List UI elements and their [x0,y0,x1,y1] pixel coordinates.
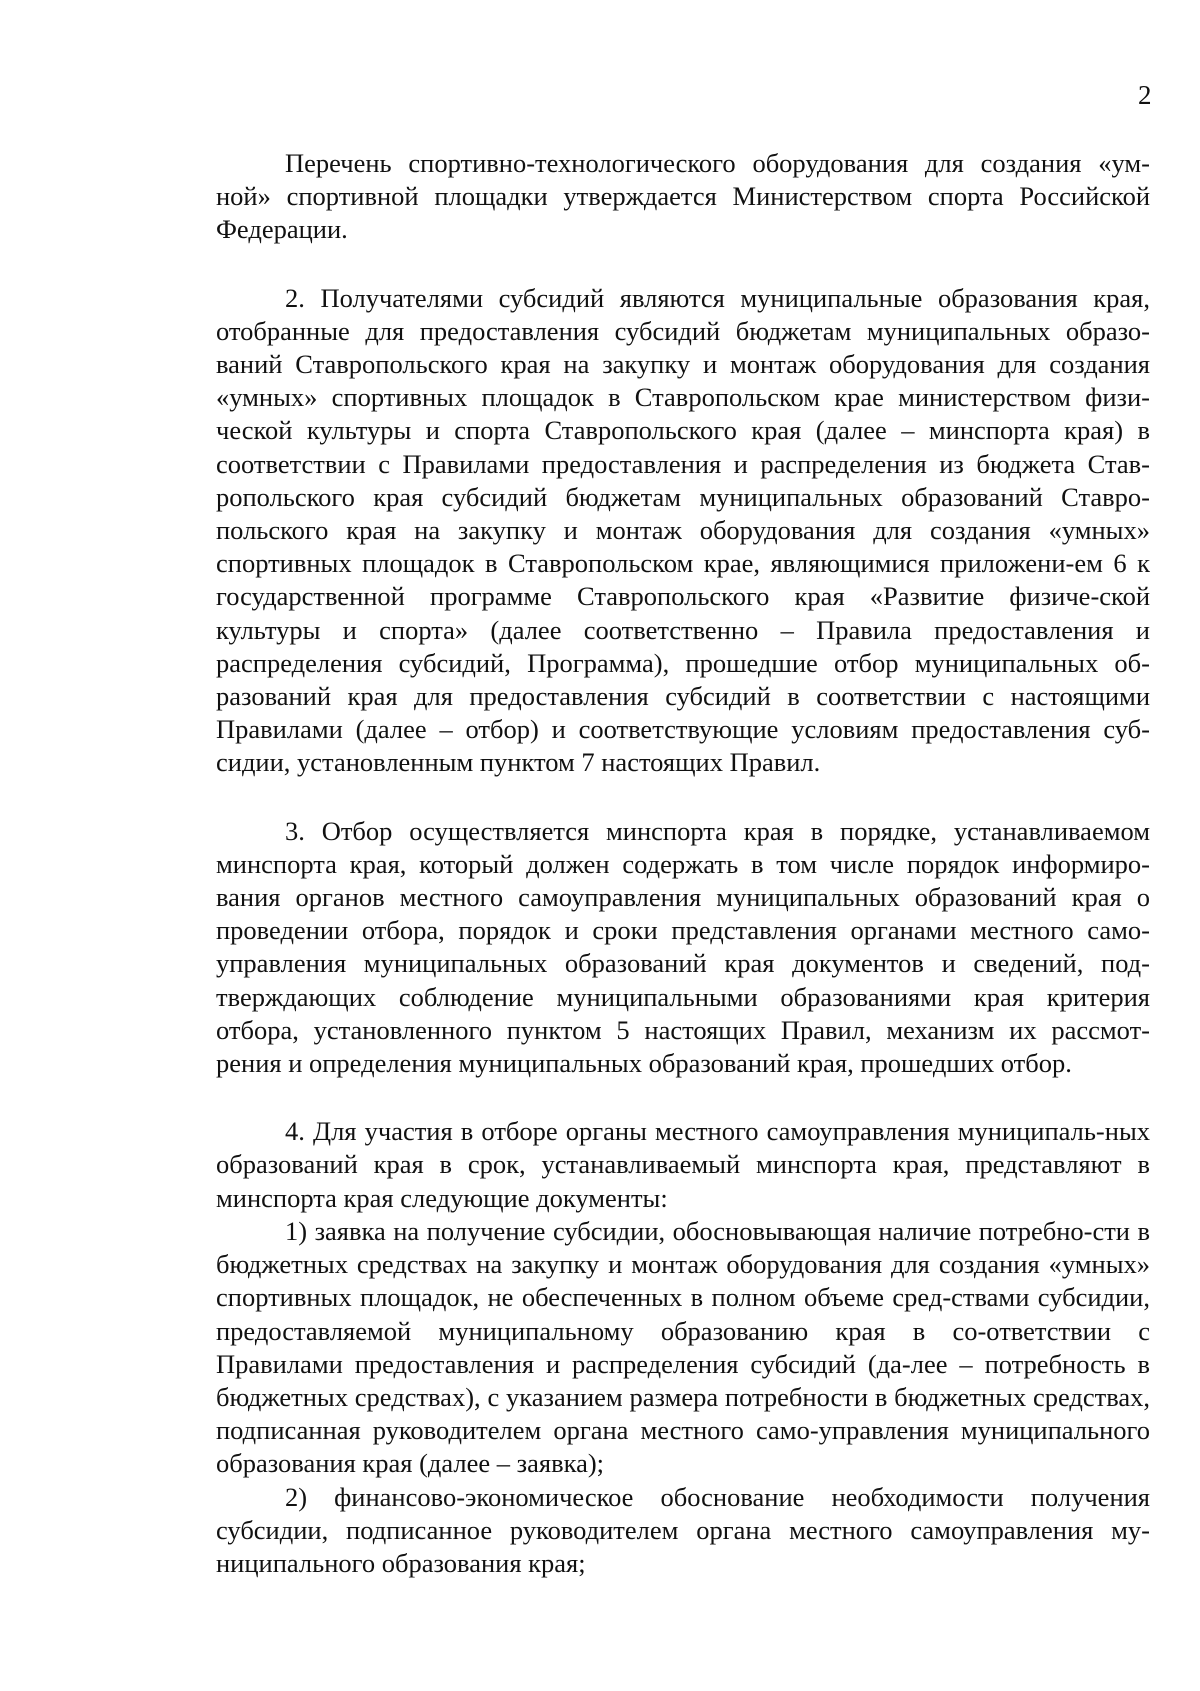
paragraph-item-4-documents: 4. Для участия в отборе органы местного самоуправления муниципаль-ных образований края в срок, устанавливаемый минспорта края, представляют в минспорта края следующие документы: [216,1116,1150,1213]
paragraph-subitem-1-application: 1) заявка на получение субсидии, обосновывающая наличие потребно-сти в бюджетных средствах на закупку и монтаж оборудования для создания «умных» спортивных площадок, не обеспеченных в полном объеме сред-ствами субсидии, предоставляемой муниципальному образованию края в со-ответствии с Правилами предоставления и распределения субсидий (да-лее – потребность в бюджетных средствах), с указанием размера потребности в бюджетных средствах, подписанная руководителем органа местного само-управления муниципального образования края (далее – заявка); [216,1215,1150,1479]
document-body [216,147,1150,1580]
paragraph-item-2-recipients: 2. Получателями субсидий являются муниципальные образования края, отобранные для предоставления субсидий бюджетам муниципальных образо-ваний Ставропольского края на закупку и монтаж оборудования для создания «умных» спортивных площадок в Ставропольском крае министерством физи-ческой культуры и спорта Ставропольского края (далее – минспорта края) в соответствии с Правилами предоставления и распределения из бюджета Став-ропольского края субсидий бюджетам муниципальных образований Ставро-польского края на закупку и монтаж оборудования для создания «умных» спортивных площадок в Ставропольском крае, являющимися приложени-ем 6 к государственной программе Ставропольского края «Развитие физиче-ской культуры и спорта» (далее соответственно – Правила предоставления и распределения субсидий, Программа), прошедшие отбор муниципальных об-разований края для предоставления субсидий в соответствии с настоящими Правилами (далее – отбор) и соответствующие условиям предоставления суб-сидии, установленным пунктом 7 настоящих Правил. [216,282,1150,778]
paragraph-subitem-2-justification: 2) финансово-экономическое обоснование необходимости получения субсидии, подписанное руководителем органа местного самоуправления му-ниципального образования края; [216,1481,1150,1578]
paragraph-item-3-selection: 3. Отбор осуществляется минспорта края в порядке, устанавливаемом минспорта края, который должен содержать в том числе порядок информиро-вания органов местного самоуправления муниципальных образований края о проведении отбора, порядок и сроки представления органами местного само-управления муниципальных образований края документов и сведений, под-тверждающих соблюдение муниципальными образованиями края критерия отбора, установленного пунктом 5 настоящих Правил, механизм их рассмот-рения и определения муниципальных образований края, прошедших отбор. [216,815,1150,1079]
paragraph-equipment-list: Перечень спортивно-технологического оборудования для создания «ум-ной» спортивной площадки утверждается Министерством спорта Российской Федерации. [216,148,1150,245]
page-number: 2 [1138,80,1152,110]
